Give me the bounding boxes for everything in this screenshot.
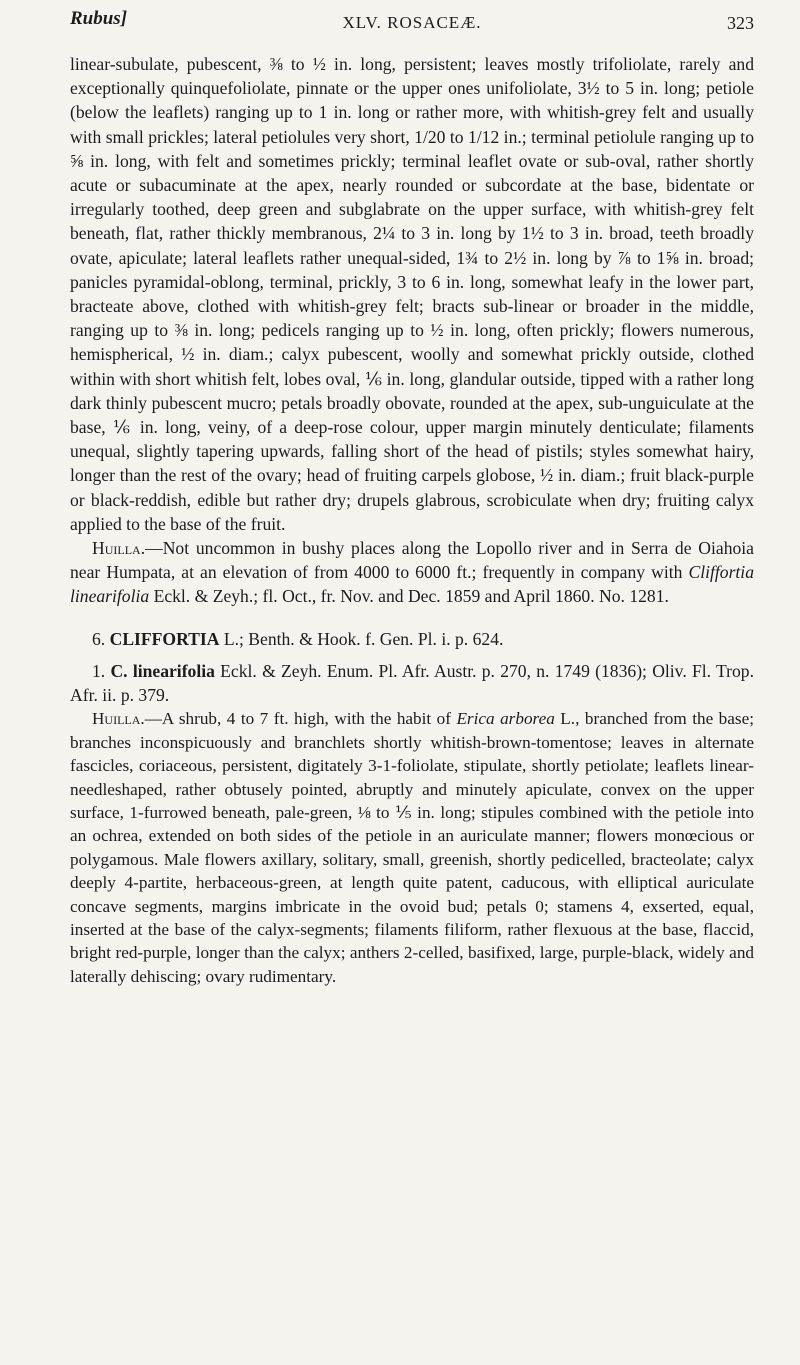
body-text bbox=[70, 52, 754, 988]
running-head-family: XLV. ROSACEÆ. bbox=[342, 13, 482, 32]
genus-citation: L.; Benth. & Hook. f. Gen. Pl. i. p. 624. bbox=[219, 628, 504, 649]
genus-number: 6. bbox=[92, 628, 106, 649]
associated-taxon: Cliffortia linearifolia bbox=[70, 562, 754, 607]
species-number: 1. bbox=[92, 660, 106, 681]
rubus-description: linear-subulate, pubescent, ⅜ to ½ in. long, persistent; leaves mostly trifoliolate, rarely and exceptionally quinquefoliolate, pinnate or the upper ones unifoliolate, 3½ to 5 in. long; petiole (below the leaflets) ranging up to 1 in. long or rather more, with whitish-grey felt and usually with small prickles; lateral petiolules very short, 1/20 to 1/12 in.; terminal petiolule ranging up to ⅝ in. long, with felt and sometimes prickly; terminal leaflet ovate or sub-oval, rather shortly acute or subacuminate at the apex, nearly rounded or subcordate at the base, bidentate or irregularly toothed, deep green and subglabrate on the upper surface, with whitish-grey felt beneath, flat, rather thickly membranous, 2¼ to 3 in. long by 1½ to 3 in. broad, teeth broadly ovate, apiculate; lateral leaflets rather unequal-sided, 1¾ to 2½ in. long by ⅞ to 1⅝ in. broad; panicles pyramidal-oblong, terminal, prickly, 3 to 6 in. long, somewhat leafy in the lower part, bracteate above, clothed with whitish-grey felt; bracts sub-linear or broader in the middle, ranging up to ⅜ in. long; pedicels ranging up to ½ in. long, often prickly; flowers numerous, hemispherical, ½ in. diam.; calyx pubescent, woolly and somewhat prickly outside, clothed within with short whitish felt, lobes oval, ⅙ in. long, glandular outside, tipped with a rather long dark thinly pubescent mucro; petals broadly obovate, rounded at the apex, sub-unguiculate at the base, ⅙ in. long, veiny, of a deep-rose colour, upper margin minutely denticulate; filaments unequal, slightly tapering upwards, falling short of the head of pistils; styles somewhat hairy, longer than the rest of the ovary; head of fruiting carpels globose, ½ in. diam.; fruit black-purple or black-reddish, edible but rather dry; drupels glabrous, scrobiculate when dry; fruiting calyx applied to the base of the fruit. bbox=[70, 54, 754, 534]
genus-name: CLIFFORTIA bbox=[109, 628, 220, 649]
species-locality-label: Huilla. bbox=[92, 709, 145, 729]
rubus-locality bbox=[70, 536, 754, 609]
locality-tail: Eckl. & Zeyh.; fl. Oct., fr. Nov. and Dec. 1859 and April 1860. No. 1281. bbox=[149, 586, 669, 607]
page-number: 323 bbox=[727, 13, 754, 33]
running-head bbox=[70, 0, 754, 52]
species-text-1: —A shrub, 4 to 7 ft. high, with the habit of bbox=[144, 709, 457, 729]
species-name: C. linearifolia bbox=[110, 660, 215, 681]
running-head-genus: Rubus] bbox=[70, 8, 128, 29]
species-description bbox=[70, 707, 754, 988]
genus-heading bbox=[70, 627, 754, 651]
species-text-2: L., branched from the base; branches inconspicuously and branchlets shortly whitish-brown-tomentose; leaves in alternate fascicles, coriaceous, persistent, digitately 3-1-foliolate, stipulate, shortly petiolate; leaflets linear-needleshaped, rather obtusely pointed, abruptly and minutely apiculate, convex on the upper surface, 1-furrowed beneath, pale-green, ⅛ to ⅕ in. long; stipules combined with the petiole into an ochrea, extended on both sides of the petiole in an auriculate manner; flowers monœcious or polygamous. Male flowers axillary, solitary, small, greenish, shortly pedicelled, bracteolate; calyx deeply 4-partite, herbaceous-green, at length quite patent, caducous, with elliptical auriculate concave segments, margins imbricate in the ovoid bud; petals 0; stamens 4, exserted, equal, inserted at the base of the calyx-segments; filaments filiform, rather flexuous at the base, flaccid, bright red-purple, longer than the calyx; anthers 2-celled, basifixed, large, purple-black, widely and laterally dehiscing; ovary rudimentary. bbox=[70, 709, 754, 986]
species-citation: Eckl. & Zeyh. Enum. Pl. Afr. Austr. p. 270, n. 1749 (1836); Oliv. Fl. Trop. Afr. ii. p. 379. bbox=[70, 660, 754, 706]
species-compared-taxon: Erica arborea bbox=[456, 709, 555, 729]
locality-text: —Not uncommon in bushy places along the Lopollo river and in Serra de Oiahoia near Humpata, at an elevation of from 4000 to 6000 ft.; frequently in company with bbox=[70, 538, 754, 583]
species-heading bbox=[70, 659, 754, 707]
locality-label: Huilla. bbox=[92, 538, 146, 559]
